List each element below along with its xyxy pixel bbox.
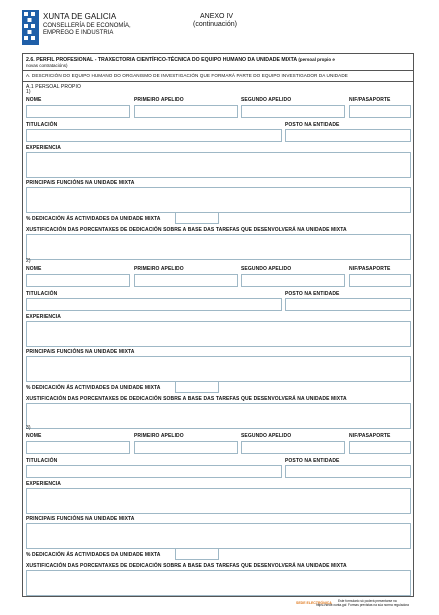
footer xyxy=(296,600,421,612)
primeiro-apelido-input[interactable] xyxy=(134,105,238,118)
person-number: 3) xyxy=(26,425,31,431)
funcions-label: PRINCIPAIS FUNCIÓNS NA UNIDADE MIXTA xyxy=(26,516,135,522)
experiencia-textarea[interactable] xyxy=(26,152,411,178)
primeiro-apelido-input[interactable] xyxy=(134,441,238,454)
primeiro-apelido-label: PRIMEIRO APELIDO xyxy=(134,97,184,103)
posto-input[interactable] xyxy=(285,129,411,142)
segundo-apelido-input[interactable] xyxy=(241,441,345,454)
subsection-divider xyxy=(22,81,414,82)
section-divider xyxy=(22,70,414,71)
primeiro-apelido-label: PRIMEIRO APELIDO xyxy=(134,266,184,272)
posto-input[interactable] xyxy=(285,298,411,311)
titulacion-input[interactable] xyxy=(26,129,282,142)
footer-line3: Formas previstas na súa norma reguladora xyxy=(348,603,409,607)
dedicacion-input[interactable] xyxy=(175,212,219,224)
nif-label: NIF/PASAPORTE xyxy=(349,266,391,272)
footer-badge: SEDE ELECTRÓNICA xyxy=(296,601,332,605)
segundo-apelido-label: SEGUNDO APELIDO xyxy=(241,433,292,439)
section-title-text: 2.6. PERFIL PROFESIONAL - TRAXECTORIA CIENTÍFICO-TÉCNICA DO EQUIPO HUMANO DA UNIDADE MIXTA xyxy=(26,57,297,63)
nome-label: NOME xyxy=(26,97,42,103)
nif-label: NIF/PASAPORTE xyxy=(349,97,391,103)
nif-input[interactable] xyxy=(349,441,411,454)
segundo-apelido-label: SEGUNDO APELIDO xyxy=(241,266,292,272)
titulacion-input[interactable] xyxy=(26,465,282,478)
dedicacion-label: % DEDICACIÓN ÁS ACTIVIDADES DA UNIDADE MIXTA xyxy=(26,385,161,391)
section-title xyxy=(26,57,411,69)
funcions-textarea[interactable] xyxy=(26,523,411,549)
nome-label: NOME xyxy=(26,433,42,439)
section-title-note: (persoal propio e xyxy=(298,57,335,62)
footer-line1: Este formulario só poderá presentarse na xyxy=(338,599,397,603)
annex-subtitle: (continuación) xyxy=(193,21,237,28)
xunta-logo xyxy=(22,10,142,50)
xustificacion-label: XUSTIFICACIÓN DAS PORCENTAXES DE DEDICACIÓN SOBRE A BASE DAS TAREFAS QUE DESENVOLVERÁ NA UNIDADE MIXTA xyxy=(26,563,347,569)
annex-title: ANEXO IV xyxy=(200,13,234,20)
experiencia-textarea[interactable] xyxy=(26,488,411,514)
dedicacion-label: % DEDICACIÓN ÁS ACTIVIDADES DA UNIDADE MIXTA xyxy=(26,216,161,222)
funcions-textarea[interactable] xyxy=(26,356,411,382)
titulacion-label: TITULACIÓN xyxy=(26,122,58,128)
dedicacion-label: % DEDICACIÓN ÁS ACTIVIDADES DA UNIDADE MIXTA xyxy=(26,552,161,558)
nome-input[interactable] xyxy=(26,441,130,454)
subsection-a: A. DESCRICIÓN DO EQUIPO HUMANO DO ORGANISMO DE INVESTIGACIÓN QUE FORMARÁ PARTE DO EQUIPO INVESTIGADOR DA UNIDADE xyxy=(26,73,348,78)
logo-line1: XUNTA DE GALICIA xyxy=(43,12,117,21)
posto-label: POSTO NA ENTIDADE xyxy=(285,122,340,128)
posto-label: POSTO NA ENTIDADE xyxy=(285,458,340,464)
logo-line3: EMPREGO E INDUSTRIA xyxy=(43,30,114,36)
person-number: 2) xyxy=(26,258,31,264)
funcions-textarea[interactable] xyxy=(26,187,411,213)
nome-input[interactable] xyxy=(26,105,130,118)
primeiro-apelido-input[interactable] xyxy=(134,274,238,287)
nif-input[interactable] xyxy=(349,274,411,287)
xustificacion-label: XUSTIFICACIÓN DAS PORCENTAXES DE DEDICACIÓN SOBRE A BASE DAS TAREFAS QUE DESENVOLVERÁ NA UNIDADE MIXTA xyxy=(26,227,347,233)
dedicacion-input[interactable] xyxy=(175,381,219,393)
segundo-apelido-input[interactable] xyxy=(241,105,345,118)
titulacion-label: TITULACIÓN xyxy=(26,458,58,464)
subsection-a1: A.1 PERSOAL PROPIO xyxy=(26,84,81,90)
segundo-apelido-label: SEGUNDO APELIDO xyxy=(241,97,292,103)
section-title-note2: novas contratacións) xyxy=(26,63,68,68)
xustificacion-textarea[interactable] xyxy=(26,570,411,596)
segundo-apelido-input[interactable] xyxy=(241,274,345,287)
dedicacion-input[interactable] xyxy=(175,548,219,560)
logo-line2: CONSELLERÍA DE ECONOMÍA, xyxy=(43,23,131,29)
posto-label: POSTO NA ENTIDADE xyxy=(285,291,340,297)
titulacion-input[interactable] xyxy=(26,298,282,311)
primeiro-apelido-label: PRIMEIRO APELIDO xyxy=(134,433,184,439)
funcions-label: PRINCIPAIS FUNCIÓNS NA UNIDADE MIXTA xyxy=(26,180,135,186)
experiencia-label: EXPERIENCIA xyxy=(26,314,61,320)
experiencia-label: EXPERIENCIA xyxy=(26,145,61,151)
xustificacion-label: XUSTIFICACIÓN DAS PORCENTAXES DE DEDICACIÓN SOBRE A BASE DAS TAREFAS QUE DESENVOLVERÁ NA UNIDADE MIXTA xyxy=(26,396,347,402)
experiencia-textarea[interactable] xyxy=(26,321,411,347)
person-number: 1) xyxy=(26,89,31,95)
footer-line2: https://sede.xunta.gal xyxy=(316,603,347,607)
xustificacion-textarea[interactable] xyxy=(26,403,411,429)
posto-input[interactable] xyxy=(285,465,411,478)
xunta-emblem-icon xyxy=(22,10,39,45)
nome-input[interactable] xyxy=(26,274,130,287)
funcions-label: PRINCIPAIS FUNCIÓNS NA UNIDADE MIXTA xyxy=(26,349,135,355)
xustificacion-textarea[interactable] xyxy=(26,234,411,260)
nif-label: NIF/PASAPORTE xyxy=(349,433,391,439)
nif-input[interactable] xyxy=(349,105,411,118)
titulacion-label: TITULACIÓN xyxy=(26,291,58,297)
experiencia-label: EXPERIENCIA xyxy=(26,481,61,487)
nome-label: NOME xyxy=(26,266,42,272)
